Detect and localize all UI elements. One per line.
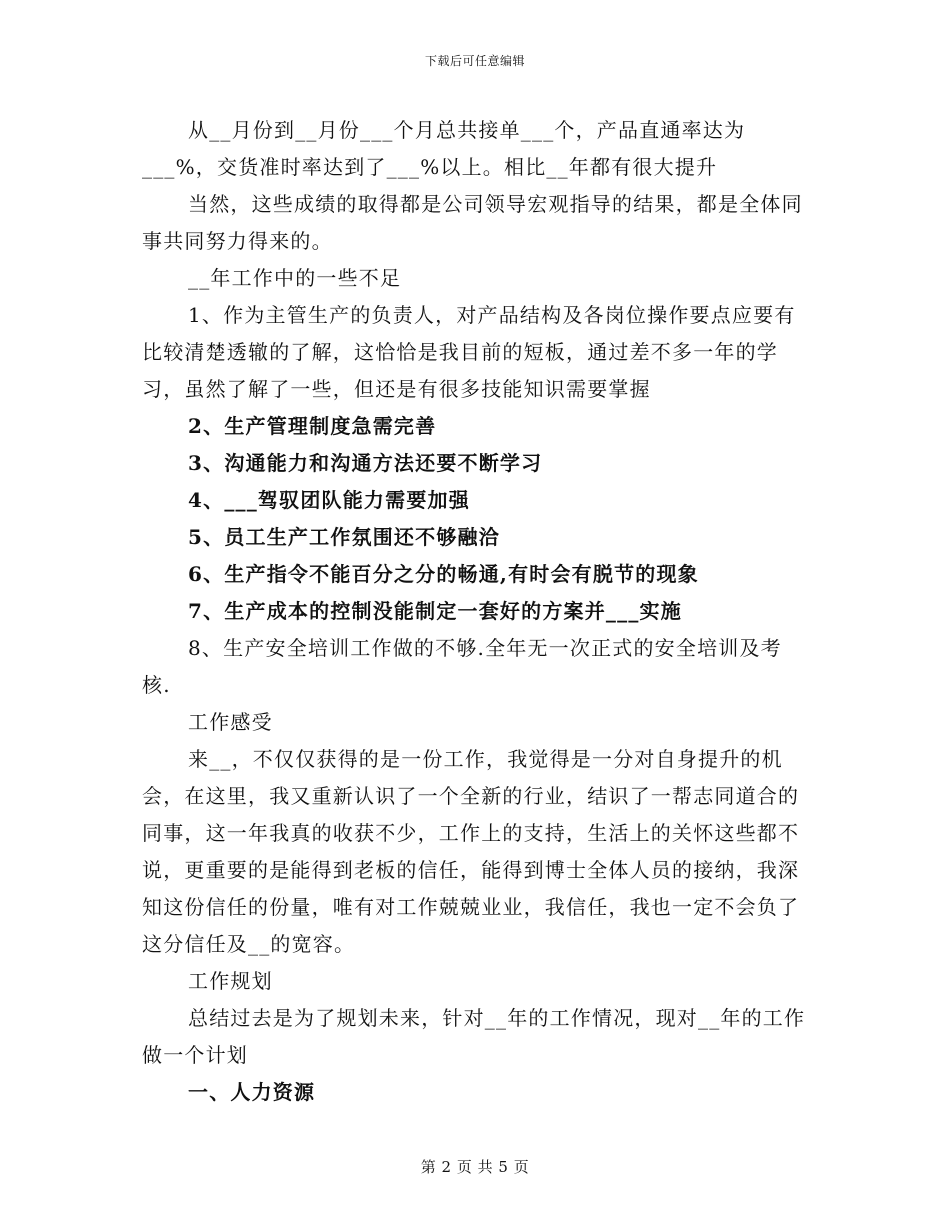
paragraph-feelings: 来__，不仅仅获得的是一份工作，我觉得是一分对自身提升的机会，在这里，我又重新认识了一个全新的行业，结识了一帮志同道合的同事，这一年我真的收获不少，工作上的支持，生活上的关怀这些都不说，更重要的是能得到老板的信任，能得到博士全体人员的接纳，我深知这份信任的份量，唯有对工作兢兢业业，我信任，我也一定不会负了这分信任及__的宽容。	[142, 747, 800, 956]
section-heading-shortcomings: __年工作中的一些不足	[188, 266, 402, 290]
section-heading-feelings: 工作感受	[188, 710, 273, 734]
page-number: 第 2 页 共 5 页	[420, 1158, 530, 1176]
list-item-shortcoming-5: 5、员工生产工作氛围还不够融洽	[188, 525, 500, 549]
list-item-shortcoming-6: 6、生产指令不能百分之分的畅通,有时会有脱节的现象	[188, 562, 699, 586]
list-item-shortcoming-2: 2、生产管理制度急需完善	[188, 414, 437, 438]
page-header: 下载后可任意编辑	[424, 54, 525, 68]
list-item-shortcoming-4: 4、___驾驭团队能力需要加强	[188, 488, 470, 512]
paragraph-production-stats: 从__月份到__月份___个月总共接单___个，产品直通率达为___%，交货准时率达到了___%以上。相比__年都有很大提升	[142, 118, 746, 179]
section-heading-human-resources: 一、人力资源	[188, 1080, 316, 1104]
paragraph-plan-intro: 总结过去是为了规划未来，针对__年的工作情况，现对__年的工作做一个计划	[142, 1006, 806, 1067]
paragraph-achievements: 当然，这些成绩的取得都是公司领导宏观指导的结果，都是全体同事共同努力得来的。	[142, 192, 803, 253]
section-heading-plan: 工作规划	[188, 969, 273, 993]
list-item-shortcoming-3: 3、沟通能力和沟通方法还要不断学习	[188, 451, 543, 475]
list-item-shortcoming-7: 7、生产成本的控制没能制定一套好的方案并___实施	[188, 599, 682, 623]
list-item-shortcoming-8: 8、生产安全培训工作做的不够.全年无一次正式的安全培训及考核.	[142, 636, 782, 697]
document-body	[142, 112, 806, 1111]
list-item-shortcoming-1: 1、作为主管生产的负责人，对产品结构及各岗位操作要点应要有比较清楚透辙的了解，这恰恰是我目前的短板，通过差不多一年的学习，虽然了解了一些，但还是有很多技能知识需要掌握	[142, 303, 796, 401]
